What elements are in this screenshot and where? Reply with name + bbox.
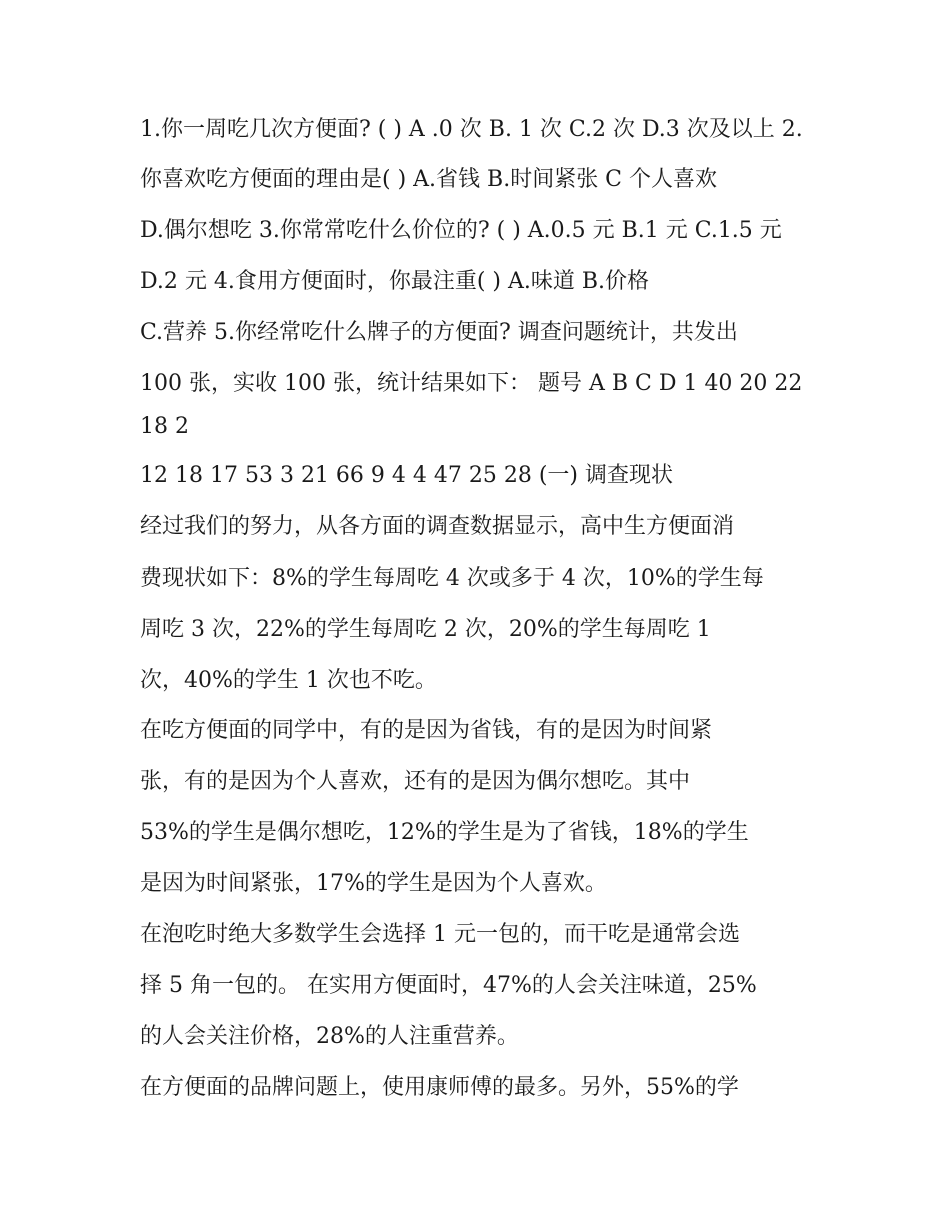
text-line-4: D.2 元 4.食用方便面时，你最注重( ) A.味道 B.价格 xyxy=(140,269,650,294)
text-line-12: 次，40%的学生 1 次也不吃。 xyxy=(140,668,437,693)
text-line-9: 经过我们的努力，从各方面的调查数据显示，高中生方便面消 xyxy=(140,514,735,539)
text-line-11: 周吃 3 次，22%的学生每周吃 2 次，20%的学生每周吃 1 xyxy=(140,617,711,642)
text-line-14: 张，有的是因为个人喜欢，还有的是因为偶尔想吃。其中 xyxy=(140,769,691,794)
text-line-13: 在吃方便面的同学中，有的是因为省钱，有的是因为时间紧 xyxy=(140,718,713,743)
text-line-17: 在泡吃时绝大多数学生会选择 1 元一包的，而干吃是通常会选 xyxy=(140,922,740,947)
text-line-18: 择 5 角一包的。 在实用方便面时，47%的人会关注味道，25% xyxy=(140,973,757,998)
text-line-1: 1.你一周吃几次方便面? ( ) A .0 次 B. 1 次 C.2 次 D.3 次及以上 2. xyxy=(140,117,803,142)
text-line-2: 你喜欢吃方便面的理由是( ) A.省钱 B.时间紧张 C 个人喜欢 xyxy=(140,167,718,192)
text-line-10: 费现状如下：8%的学生每周吃 4 次或多于 4 次，10%的学生每 xyxy=(140,566,764,591)
text-line-16: 是因为时间紧张，17%的学生是因为个人喜欢。 xyxy=(140,871,607,896)
text-line-5: C.营养 5.你经常吃什么牌子的方便面? 调查问题统计，共发出 xyxy=(140,320,738,345)
text-line-8: 12 18 17 53 3 21 66 9 4 4 47 25 28 (一) 调查现状 xyxy=(140,463,674,488)
text-line-3: D.偶尔想吃 3.你常常吃什么价位的? ( ) A.0.5 元 B.1 元 C.1.5 元 xyxy=(140,218,782,243)
text-line-15: 53%的学生是偶尔想吃，12%的学生是为了省钱，18%的学生 xyxy=(140,820,749,845)
text-line-19: 的人会关注价格，28%的人注重营养。 xyxy=(140,1024,519,1049)
text-line-7: 18 2 xyxy=(140,414,189,439)
text-line-6: 100 张，实收 100 张，统计结果如下： 题号 A B C D 1 40 20 22 xyxy=(140,371,803,396)
text-line-20: 在方便面的品牌问题上，使用康师傅的最多。另外，55%的学 xyxy=(140,1075,739,1100)
